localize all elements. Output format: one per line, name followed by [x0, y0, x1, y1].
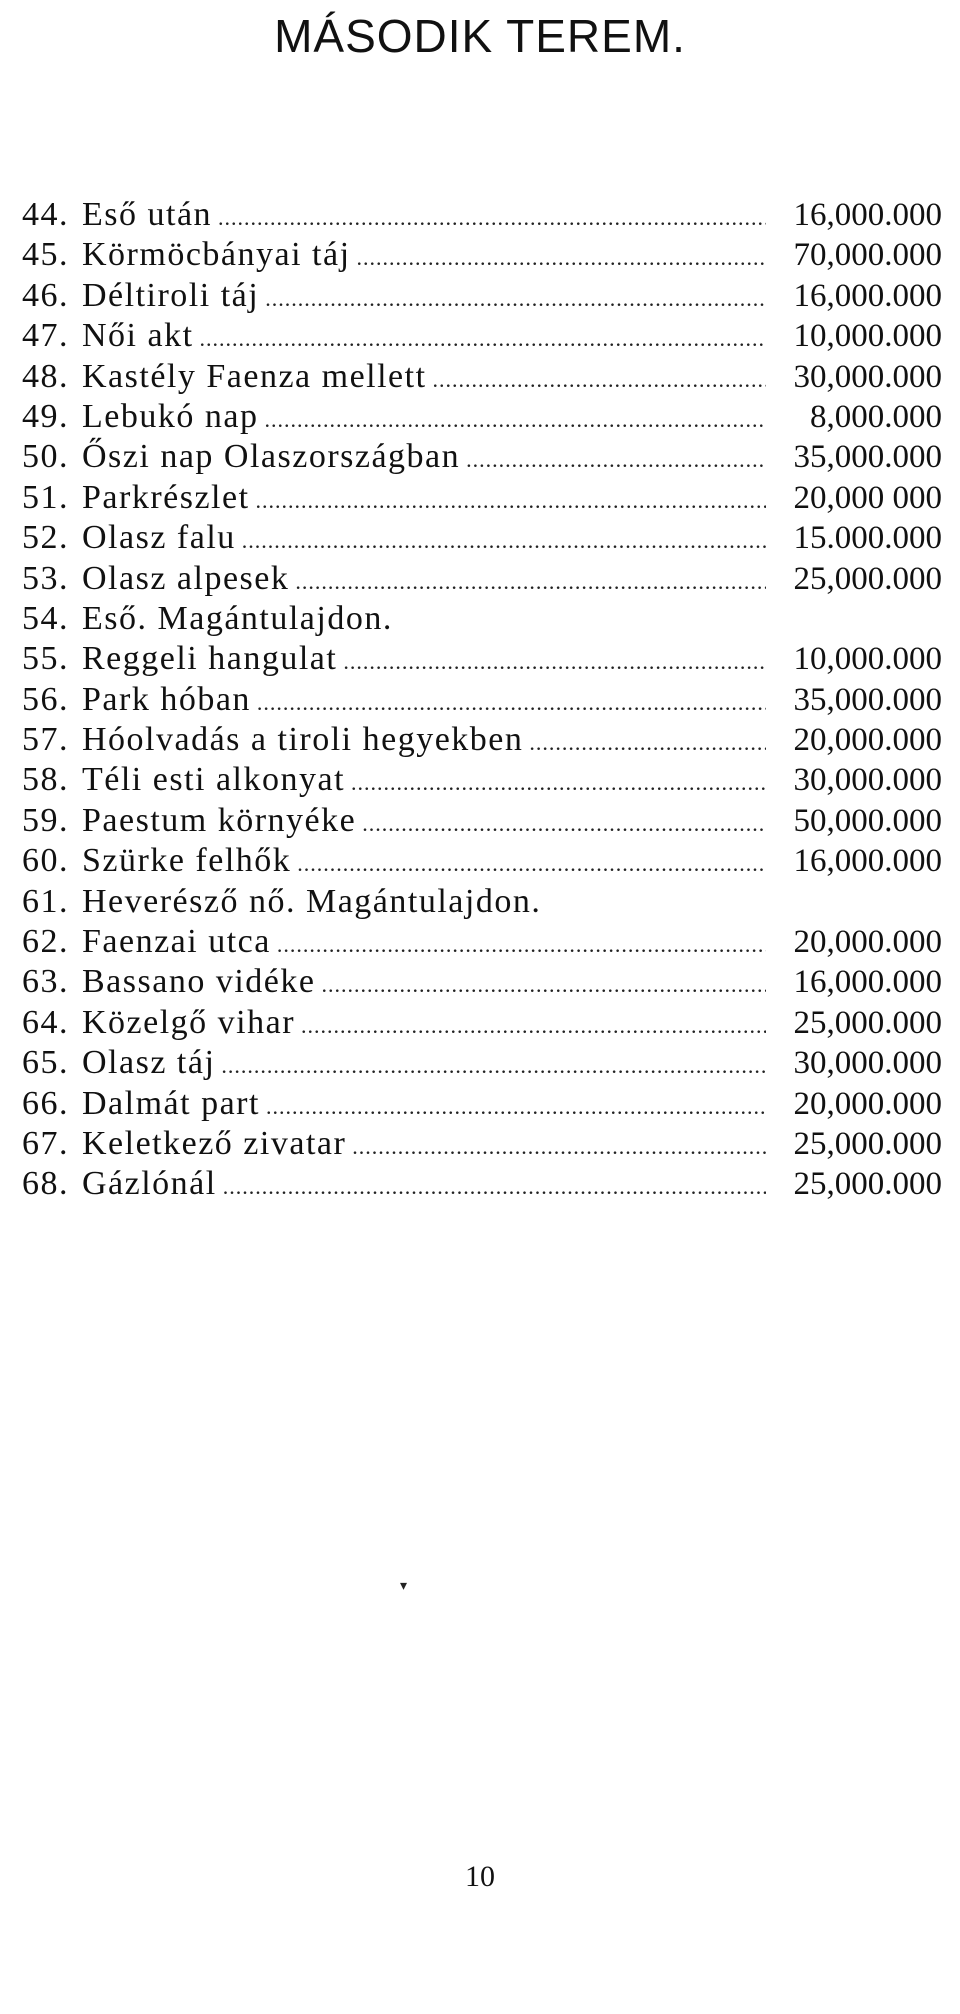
entry-price: 16,000.000 [793, 964, 942, 1001]
entry-title: Bassano vidéke [82, 963, 316, 1001]
catalog-entry [22, 317, 942, 357]
entry-title: Park hóban [82, 680, 251, 718]
page-number: 10 [465, 1860, 495, 1893]
catalog-entry [22, 640, 942, 680]
entry-number: 61. [22, 882, 69, 920]
dot-leader [301, 1013, 766, 1039]
dot-leader [218, 205, 766, 231]
entry-title: Heverésző nő. Magántulajdon. [82, 882, 542, 920]
entry-title: Hóolvadás a tiroli hegyekben [82, 721, 524, 759]
entry-title: Reggeli hangulat [82, 640, 338, 678]
catalog-entry [22, 479, 942, 519]
catalog-entry [22, 519, 942, 559]
entry-number: 46. [22, 276, 69, 314]
entry-number: 51. [22, 478, 69, 516]
entry-price: 16,000.000 [793, 843, 942, 880]
entry-price: 30,000.000 [793, 762, 942, 799]
catalog-entry [22, 923, 942, 963]
dot-leader [277, 932, 766, 958]
catalog-entry [22, 963, 942, 1003]
entry-title: Téli esti alkonyat [82, 761, 346, 799]
catalog-entry [22, 1125, 942, 1165]
entry-number: 62. [22, 923, 69, 961]
catalog-entry [22, 236, 942, 276]
dot-leader [221, 1053, 766, 1079]
entry-title: Közelgő vihar [82, 1003, 296, 1041]
entry-price: 20,000 000 [793, 479, 942, 516]
entry-number: 50. [22, 438, 69, 476]
catalog-entry [22, 721, 942, 761]
entry-price: 20,000.000 [793, 1085, 942, 1122]
catalog-entry [22, 358, 942, 398]
entry-title: Olasz alpesek [82, 559, 290, 597]
entry-title: Déltiroli táj [82, 276, 260, 314]
entry-price: 35,000.000 [793, 681, 942, 718]
entry-price: 15.000.000 [793, 520, 942, 557]
dot-leader [295, 569, 766, 595]
entry-price: 25,000.000 [793, 1166, 942, 1203]
entry-number: 54. [22, 599, 69, 637]
catalog-entry [22, 438, 942, 478]
entry-number: 58. [22, 761, 69, 799]
dot-leader [297, 851, 766, 877]
entry-title: Keletkező zivatar [82, 1124, 347, 1162]
catalog-entry [22, 196, 942, 236]
dot-leader [264, 407, 766, 433]
entry-number: 60. [22, 842, 69, 880]
dot-leader [200, 326, 766, 352]
entry-number: 44. [22, 196, 69, 233]
entry-price: 8,000.000 [810, 398, 942, 435]
entry-number: 57. [22, 721, 69, 759]
dot-leader [223, 1174, 766, 1200]
entry-title: Női akt [82, 317, 194, 355]
entry-number: 55. [22, 640, 69, 678]
entry-price: 10,000.000 [793, 641, 942, 678]
entry-price: 50,000.000 [793, 802, 942, 839]
dot-leader [352, 1134, 766, 1160]
entry-number: 52. [22, 519, 69, 557]
page-title: MÁSODIK TEREM. [274, 10, 686, 62]
entry-price: 30,000.000 [793, 1045, 942, 1082]
catalog-entry [22, 398, 942, 438]
dot-leader [466, 447, 766, 473]
catalog-entry [22, 1044, 942, 1084]
entry-number: 47. [22, 317, 69, 355]
entry-price: 25,000.000 [793, 1125, 942, 1162]
catalog-entry [22, 1004, 942, 1044]
entry-title: Lebukó nap [82, 397, 259, 435]
dot-leader [266, 1094, 766, 1120]
entry-price: 30,000.000 [793, 358, 942, 395]
dot-leader [529, 730, 766, 756]
catalog-entry [22, 761, 942, 801]
entry-price: 16,000.000 [793, 277, 942, 314]
entry-price: 20,000.000 [793, 924, 942, 961]
entry-title: Faenzai utca [82, 923, 271, 961]
entry-number: 45. [22, 236, 69, 274]
entry-number: 49. [22, 397, 69, 435]
entry-number: 53. [22, 559, 69, 597]
entry-number: 48. [22, 357, 69, 395]
dot-leader [256, 488, 766, 514]
catalog-entry [22, 883, 942, 923]
dot-leader [343, 649, 766, 675]
entry-title: Kastély Faenza mellett [82, 357, 427, 395]
dot-leader [257, 690, 766, 716]
catalog-entry [22, 681, 942, 721]
catalog-entry [22, 842, 942, 882]
entry-number: 65. [22, 1044, 69, 1082]
catalog-entry [22, 600, 942, 640]
dot-leader [242, 528, 766, 554]
catalog-entry [22, 277, 942, 317]
catalog-entry [22, 560, 942, 600]
entry-title: Paestum környéke [82, 801, 357, 839]
entry-price: 70,000.000 [793, 237, 942, 274]
entry-title: Eső. Magántulajdon. [82, 599, 393, 637]
bullet-mark: ▾ [400, 1579, 408, 1594]
entry-number: 66. [22, 1084, 69, 1122]
dot-leader [362, 811, 766, 837]
entry-number: 63. [22, 963, 69, 1001]
entry-title: Dalmát part [82, 1084, 260, 1122]
catalog-entry [22, 802, 942, 842]
catalog-list [22, 196, 942, 1206]
entry-price: 35,000.000 [793, 439, 942, 476]
entry-price: 10,000.000 [793, 318, 942, 355]
entry-title: Eső után [82, 196, 213, 233]
entry-title: Olasz falu [82, 519, 236, 557]
entry-title: Parkrészlet [82, 478, 250, 516]
entry-number: 59. [22, 801, 69, 839]
dot-leader [357, 245, 766, 271]
entry-title: Körmöcbányai táj [82, 236, 351, 274]
entry-title: Őszi nap Olaszországban [82, 438, 461, 476]
entry-number: 68. [22, 1165, 69, 1203]
dot-leader [433, 367, 766, 393]
entry-title: Olasz táj [82, 1044, 216, 1082]
entry-price: 25,000.000 [793, 1004, 942, 1041]
entry-title: Szürke felhők [82, 842, 292, 880]
catalog-entry [22, 1165, 942, 1205]
entry-number: 56. [22, 680, 69, 718]
entry-price: 16,000.000 [793, 197, 942, 233]
catalog-entry [22, 1085, 942, 1125]
entry-price: 25,000.000 [793, 560, 942, 597]
entry-number: 64. [22, 1003, 69, 1041]
dot-leader [265, 286, 766, 312]
entry-price: 20,000.000 [793, 722, 942, 759]
entry-title: Gázlónál [82, 1165, 217, 1203]
entry-number: 67. [22, 1124, 69, 1162]
dot-leader [321, 972, 766, 998]
dot-leader [351, 770, 766, 796]
